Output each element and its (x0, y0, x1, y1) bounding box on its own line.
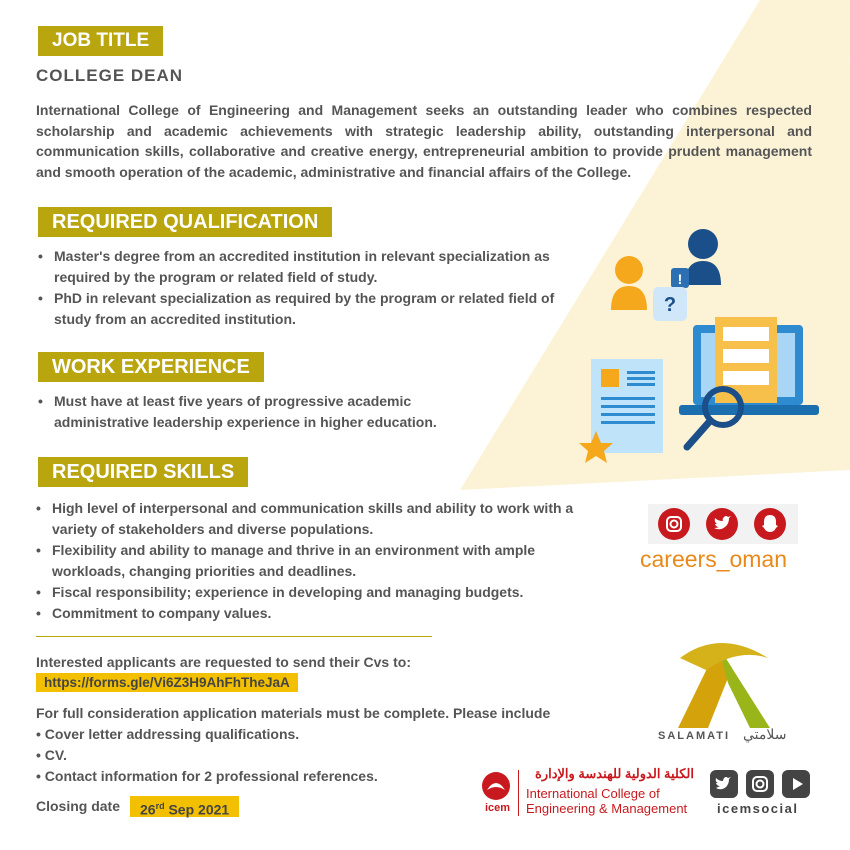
skills-heading: REQUIRED SKILLS (38, 457, 248, 487)
instagram-icon[interactable] (746, 770, 774, 798)
closing-month-year: Sep 2021 (164, 801, 230, 818)
icem-name-line-1: International College of (526, 786, 660, 801)
intro-paragraph: International College of Engineering and Management seeks an outstanding leader who combines respected scholarship and academic achievements with strategic leadership ability, outstanding interpersonal and communication skills, collaborative and creative energy, entrepreneurial ambition to provide prudent management and smooth operation of the academic, administrative and financial affairs of the College. (36, 102, 812, 180)
person-head-icon (688, 229, 718, 259)
list-item: • Master's degree from an accredited institution in relevant specialization as required by the program or related field of study. (36, 246, 588, 288)
icem-divider (518, 770, 519, 816)
careers-social-card (640, 502, 800, 576)
qualification-list (36, 246, 588, 330)
job-title: COLLEGE DEAN (36, 66, 184, 85)
list-item: • PhD in relevant specialization as required by the program or related field of study from an accredited institution. (36, 288, 588, 330)
materials-list (36, 724, 378, 787)
icem-wordmark: icem (485, 802, 511, 814)
list-item: • Contact information for 2 professional references. (36, 768, 378, 784)
footer-social-icons (710, 770, 814, 798)
salamati-name: SALAMATI (658, 730, 731, 742)
twitter-icon[interactable] (706, 508, 738, 540)
snapchat-icon[interactable] (754, 508, 786, 540)
salamati-name-arabic: سلامتي (743, 726, 787, 742)
experience-list (36, 391, 476, 433)
social-icons (648, 504, 798, 544)
recruitment-illustration (575, 225, 825, 475)
list-item: • Cover letter addressing qualifications. (36, 726, 300, 742)
closing-day: 26 (140, 801, 156, 818)
person-body-icon (685, 261, 721, 285)
apply-instruction: Interested applicants are requested to send their Cvs to: (36, 654, 411, 670)
list-item: • Flexibility and ability to manage and thrive in an environment with ample workloads, changing priorities and deadlines. (34, 540, 586, 582)
closing-day-suffix: rd (155, 801, 165, 811)
person-head-icon (615, 256, 643, 284)
divider (36, 636, 432, 637)
svg-text:!: ! (677, 271, 683, 287)
list-item: • CV. (36, 747, 67, 763)
job-title-heading: JOB TITLE (38, 26, 163, 56)
closing-date (130, 796, 239, 817)
consideration-note: For full consideration application materials must be complete. Please include (36, 705, 551, 721)
icem-name-line-2: Engineering & Management (526, 801, 688, 816)
list-item: • Must have at least five years of progressive academic administrative leadership experience in higher education. (36, 391, 476, 433)
icem-social-handle: icemsocial (717, 801, 799, 816)
application-link[interactable]: https://forms.gle/Vi6Z3H9AhFhTheJaA (36, 673, 298, 692)
svg-text:?: ? (663, 294, 677, 316)
list-item: • Fiscal responsibility; experience in developing and managing budgets. (34, 582, 586, 603)
qualification-heading: REQUIRED QUALIFICATION (38, 207, 332, 237)
experience-heading: WORK EXPERIENCE (38, 352, 264, 382)
youtube-icon[interactable] (782, 770, 810, 798)
twitter-icon[interactable] (710, 770, 738, 798)
list-item: • High level of interpersonal and communication skills and ability to work with a variety of stakeholders and diverse populations. (34, 498, 586, 540)
skills-list (34, 498, 586, 624)
instagram-icon[interactable] (658, 508, 690, 540)
closing-date-label: Closing date (36, 798, 121, 814)
list-item: • Commitment to company values. (34, 603, 586, 624)
careers-handle: careers_oman (640, 546, 788, 572)
icem-name-arabic: الكلية الدولية للهندسة والإدارة (535, 766, 694, 781)
person-body-icon (611, 286, 647, 310)
